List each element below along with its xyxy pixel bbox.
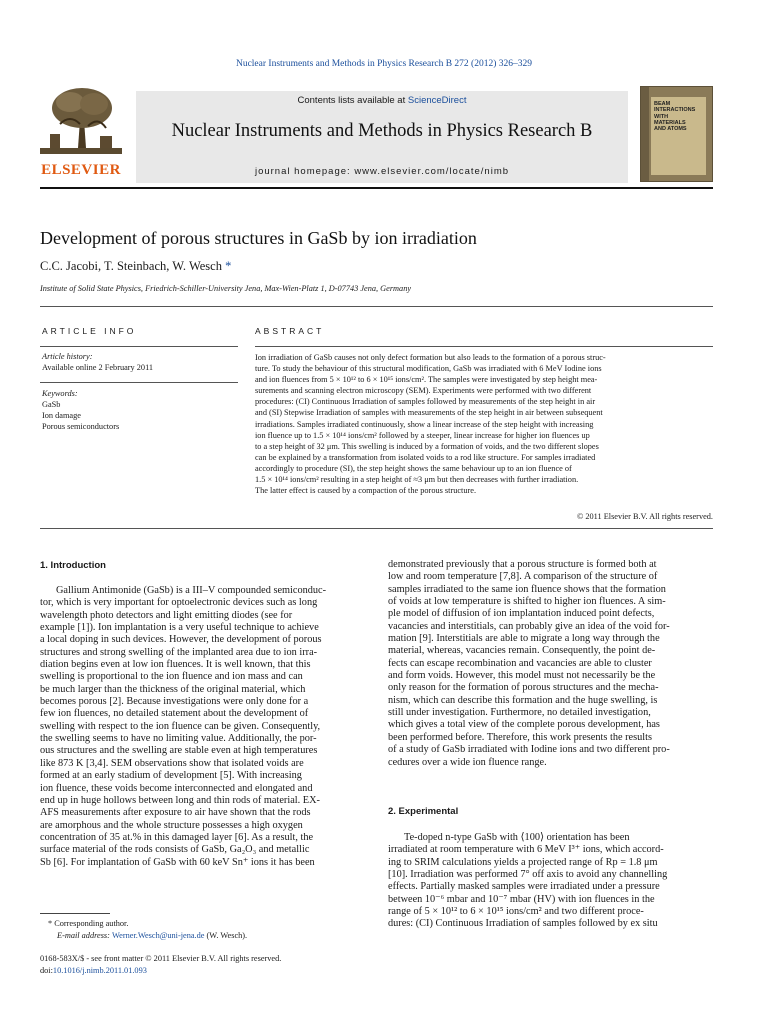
abstract-label: ABSTRACT — [255, 326, 325, 336]
paper-title: Development of porous structures in GaSb by ion irradiation — [40, 228, 477, 248]
elsevier-wordmark: ELSEVIER — [41, 162, 121, 178]
journal-header — [136, 91, 628, 183]
journal-homepage-link[interactable]: www.elsevier.com/locate/nimb — [354, 166, 510, 177]
keyword: GaSb — [42, 400, 61, 409]
doi-line: doi:10.1016/j.nimb.2011.01.093 — [40, 966, 147, 975]
keyword: Porous semiconductors — [42, 422, 120, 431]
introduction-heading: 1. Introduction — [40, 560, 106, 571]
abstract-rule — [255, 346, 713, 347]
email-note: E-mail address: Werner.Wesch@uni-jena.de (W. Wesch). — [57, 931, 248, 940]
introduction-continued-text: demonstrated previously that a porous structure is formed both at low and room temperature [7,8]. A comparison of the structure of samples irradiated to the same ion fluence shows that the formation of voids at low temperature is shifted to higher ion fluences. A sim- ple model of diffusion of ion implantation induced point defects, vacancies and interstitials, can probably give an idea of the void for- mation [9]. Interstitials are able to migrate a long way through the material, whereas, vacancies remain. Consequently, the point de- fects can escape recombination and vacancies are able to cluster and form voids. However, this model must not necessarily be the only reason for the formation of porous structures and the mecha- nism, which can describe this formation and the huge swelling, is still under investigation. Furthermore, no detailed investigation, which gives a total view of the complete porous development, has been performed before. Therefore, this work presents the results of a study of GaSb irradiated with Iodine ions and two different pro- cedures over a wide ion fluence range. — [388, 559, 670, 768]
cover-text: BEAM INTERACTIONS WITH MATERIALS AND ATOMS — [654, 101, 696, 133]
keywords: Keywords: GaSb Ion damage Porous semiconductors — [42, 389, 120, 431]
footnote-rule — [40, 913, 110, 914]
journal-cover[interactable] — [640, 86, 713, 182]
keyword: Ion damage — [42, 411, 81, 420]
abstract-bottom-rule — [40, 528, 713, 529]
abstract-text: Ion irradiation of GaSb causes not only defect formation but also leads to the formation of a porous struc- ture. To study the behaviour of this structural modification, GaSb was irradiated with 6 MeV Iodine ions and ion fluences from 5 × 10¹² to 6 × 10¹⁵ ions/cm². The samples were investigated by step height mea- surements and scanning electron microscopy (SEM). Experiments were performed with two different procedures: (CI) Continuous Irradiation of samples followed by measurements of the step height in air and (SI) Stepwise Irradiation of samples with measurements of the step height in air between subsequent irradiations. Samples irradiated continuously, show a linear increase of the step height with increasing ion fluence up to 1.5 × 10¹⁴ ions/cm² followed by a steeper, linear increase for higher ion fluences up to a step height of 32 μm. This swelling is induced by a formation of voids, and the two different slopes can be explained by a transformation from isolated voids to a rod like structure. For samples irradiated accordingly to procedure (SI), the step height shows the same behaviour up to an ion fluence of 1.5 × 10¹⁴ ions/cm² resulting in a step height of ≈3 μm but then decreases with further irradiation. The latter effect is caused by a compaction of the porous structure. — [255, 353, 606, 496]
keywords-rule — [40, 382, 238, 383]
introduction-text: Gallium Antimonide (GaSb) is a III–V compounded semiconduc- tor, which is very important for optoelectronic devices such as long wavelength photo detectors and light emitting diodes (see for example [1]). Ion implantation is a very useful technique to achieve a local doping in such devices. However, the development of porous structures and strong swelling of the implanted area due to ion irra- diation begins even at low ion fluences. It is well known, that this swelling is proportional to the ion fluence and ion mass and can be much larger than the thickness of the original material, which becomes porous [2]. Because investigations were only done for a few ion fluences, no detailed statement about the development of swelling with respect to the ion fluence can be given. Consequently, the swelling seems to have no limiting value. Additionally, the por- ous structures and the swelling are stable even at high temperatures like 873 K [3,4]. SEM observations show that isolated voids are formed at an early stadium of development [5]. With increasing ion fluence, these voids become interconnected and elongated and end up in huge hollows between long and thin rods of material. EX- AFS measurements after exposure to air have shown that the rods are amorphous and the whole structure possesses a high oxygen concentration of 35 at.% in this damaged layer [6]. As a result, the surface material of the rods consists of GaSb, Ga₂O₃ and metallic Sb [6]. For implantation of GaSb with 60 keV Sn⁺ ions it has been — [40, 585, 327, 868]
affiliation: Institute of Solid State Physics, Friedrich-Schiller-University Jena, Max-Wien-Platz 1, D-07743 Jena, Germany — [40, 284, 412, 293]
article-info-label: ARTICLE INFO — [42, 326, 137, 336]
elsevier-logo — [40, 84, 122, 180]
article-history: Article history: Available online 2 February 2011 — [42, 352, 154, 372]
journal-title: Nuclear Instruments and Methods in Physics Research B — [171, 121, 593, 141]
front-matter-note: 0168-583X/$ - see front matter © 2011 Elsevier B.V. All rights reserved. — [40, 954, 282, 963]
journal-citation[interactable]: Nuclear Instruments and Methods in Physics Research B 272 (2012) 326–329 — [235, 59, 533, 69]
abstract-copyright: © 2011 Elsevier B.V. All rights reserved. — [576, 512, 713, 521]
header-rule — [40, 187, 713, 189]
elsevier-tree-icon — [40, 84, 122, 154]
corresponding-author-note: * Corresponding author. — [48, 919, 129, 928]
experimental-text: Te-doped n-type GaSb with ⟨100⟩ orientation has been irradiated at room temperature with 6 MeV I³⁺ ions, which accord- ing to SRIM calculations yields a projected range of Rp = 1.8 μm [10]. Irradiation was performed 7° off axis to avoid any channelling effects. Partially masked samples were irradiated under a pressure between 10⁻⁶ mbar and 10⁻⁷ mbar (HV) with ion fluences in the range of 5 × 10¹² to 6 × 10¹⁵ ions/cm² and two different proce- dures: (CI) Continuous Irradiation of samples followed by ex situ — [388, 832, 668, 930]
title-rule — [40, 306, 713, 307]
journal-homepage: journal homepage: www.elsevier.com/locate/nimb — [254, 166, 510, 177]
author-email-link[interactable]: Werner.Wesch@uni-jena.de — [112, 931, 205, 940]
author-list: C.C. Jacobi, T. Steinbach, W. Wesch * — [40, 259, 232, 273]
article-info-rule — [40, 346, 238, 347]
contents-line: Contents lists available at ScienceDirect — [297, 95, 467, 106]
doi-link[interactable]: 10.1016/j.nimb.2011.01.093 — [52, 966, 147, 975]
corresponding-author-mark[interactable]: * — [225, 259, 232, 273]
experimental-heading: 2. Experimental — [388, 806, 459, 817]
sciencedirect-link[interactable]: ScienceDirect — [407, 95, 467, 106]
